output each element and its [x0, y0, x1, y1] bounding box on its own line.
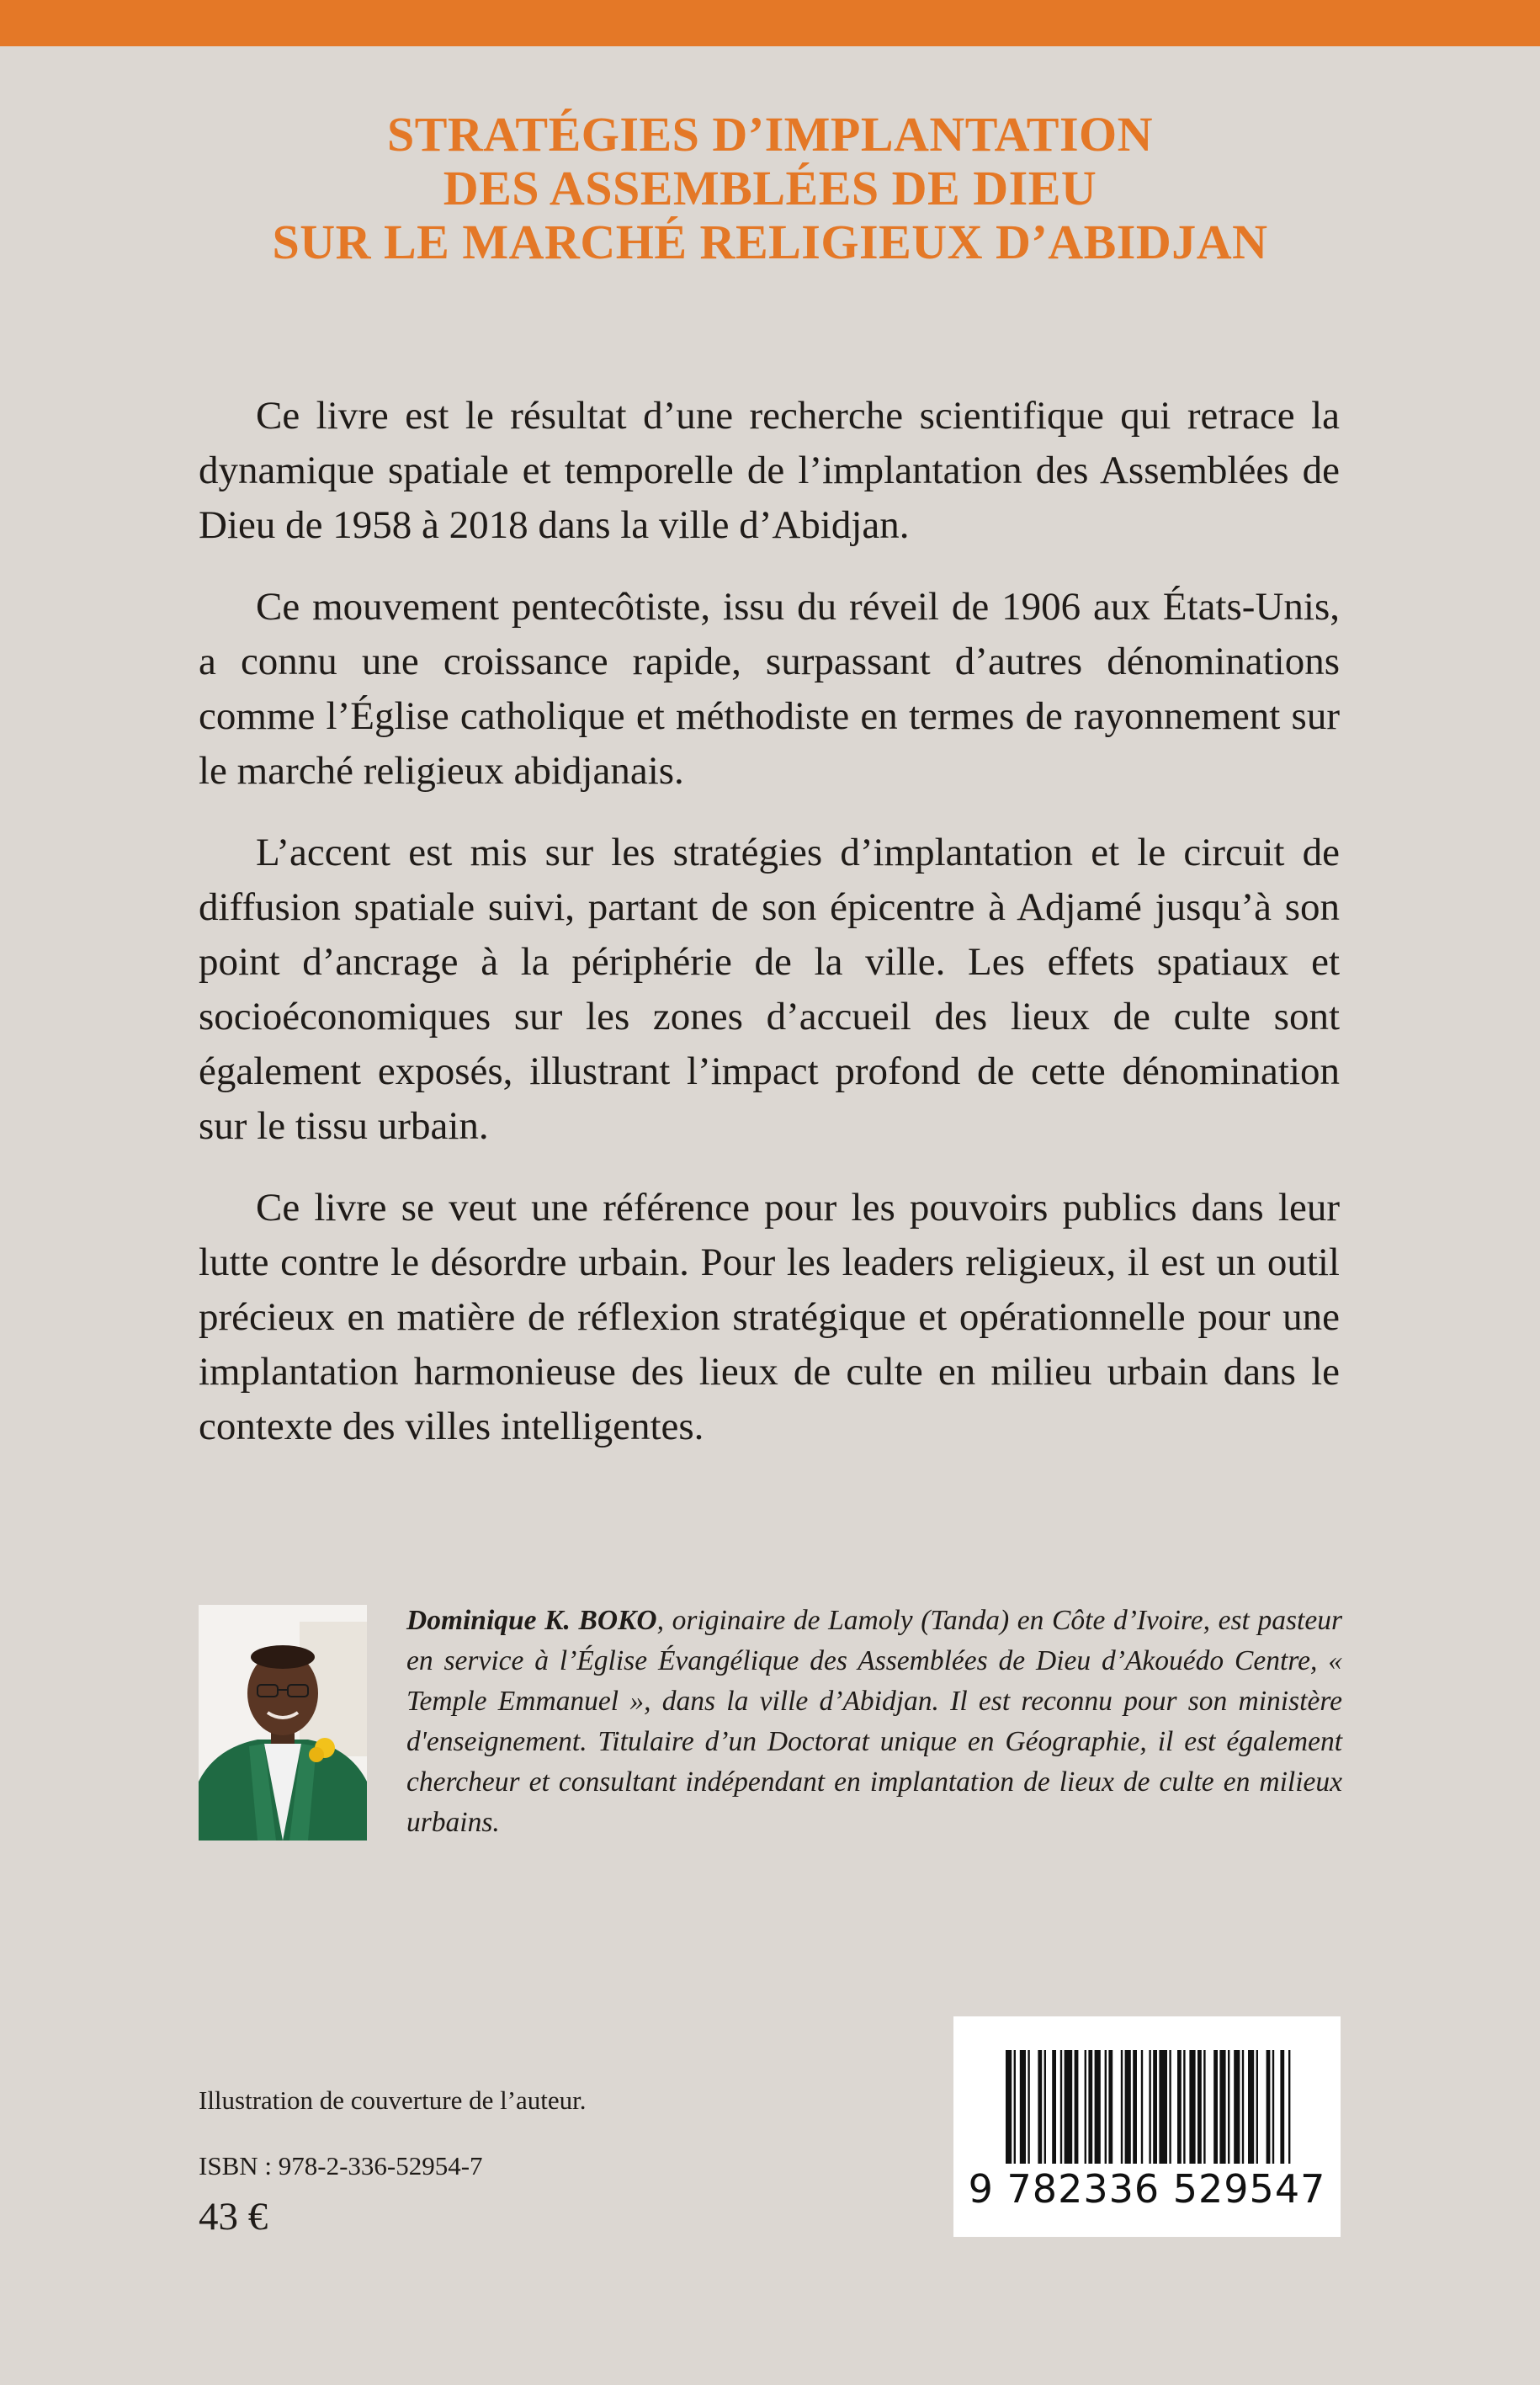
cover-illustration-credit: Illustration de couverture de l’auteur. — [199, 2085, 587, 2115]
barcode-digits: 9 782336 529547 — [968, 2166, 1326, 2212]
title-line: STRATÉGIES D’IMPLANTATION — [386, 107, 1154, 162]
summary-paragraph: L’accent est mis sur les stratégies d’implantation et le circuit de diffusion spatiale suivi, partant de son épicentre à Adjamé jusqu’à son point d’ancrage à la périphérie de la ville. Les effets spatiaux et socioéconomiques sur les zones d’accueil des lieux de culte sont également exposés, illustrant l’impact profond de cette dénomination sur le tissu urbain. — [199, 831, 1340, 1148]
book-title — [0, 108, 1540, 269]
title-line: DES ASSEMBLÉES DE DIEU — [443, 161, 1097, 215]
isbn: ISBN : 978-2-336-52954-7 — [199, 2151, 483, 2180]
summary-text — [199, 389, 1340, 1481]
top-color-band — [0, 0, 1540, 46]
summary-paragraph: Ce livre est le résultat d’une recherche scientifique qui retrace la dynamique spatiale et temporelle de l’implantation des Assemblées de Dieu de 1958 à 2018 dans la ville d’Abidjan. — [199, 394, 1340, 547]
summary-paragraph: Ce mouvement pentecôtiste, issu du réveil de 1906 aux États-Unis, a connu une croissance rapide, surpassant d’autres dénominations comme l’Église catholique et méthodiste en termes de rayonnement sur le marché religieux abidjanais. — [199, 585, 1340, 793]
author-bio — [406, 1601, 1342, 1843]
summary-paragraph: Ce livre se veut une référence pour les pouvoirs publics dans leur lutte contre le désordre urbain. Pour les leaders religieux, il est un outil précieux en matière de réflexion stratégique et opérationnelle pour une implantation harmonieuse des lieux de culte en milieu urbain dans le contexte des villes intelligentes. — [199, 1186, 1340, 1448]
author-bio-text: , originaire de Lamoly (Tanda) en Côte d’Ivoire, est pasteur en service à l’Église Évangélique des Assemblées de Dieu d’Akouédo Centre, « Temple Emmanuel », dans la ville d’Abidjan. Il est reconnu pour son ministère d'enseignement. Titulaire d’un Doctorat unique en Géographie, il est également chercheur et consultant indépendant en implantation de lieux de culte en milieux urbains. — [406, 1605, 1342, 1838]
price: 43 € — [199, 2195, 268, 2239]
author-photo — [199, 1605, 367, 1841]
author-name: Dominique K. BOKO — [406, 1605, 657, 1636]
title-line: SUR LE MARCHÉ RELIGIEUX D’ABIDJAN — [272, 215, 1268, 269]
author-portrait-graphic — [199, 1605, 367, 1841]
isbn-barcode — [953, 2016, 1341, 2237]
